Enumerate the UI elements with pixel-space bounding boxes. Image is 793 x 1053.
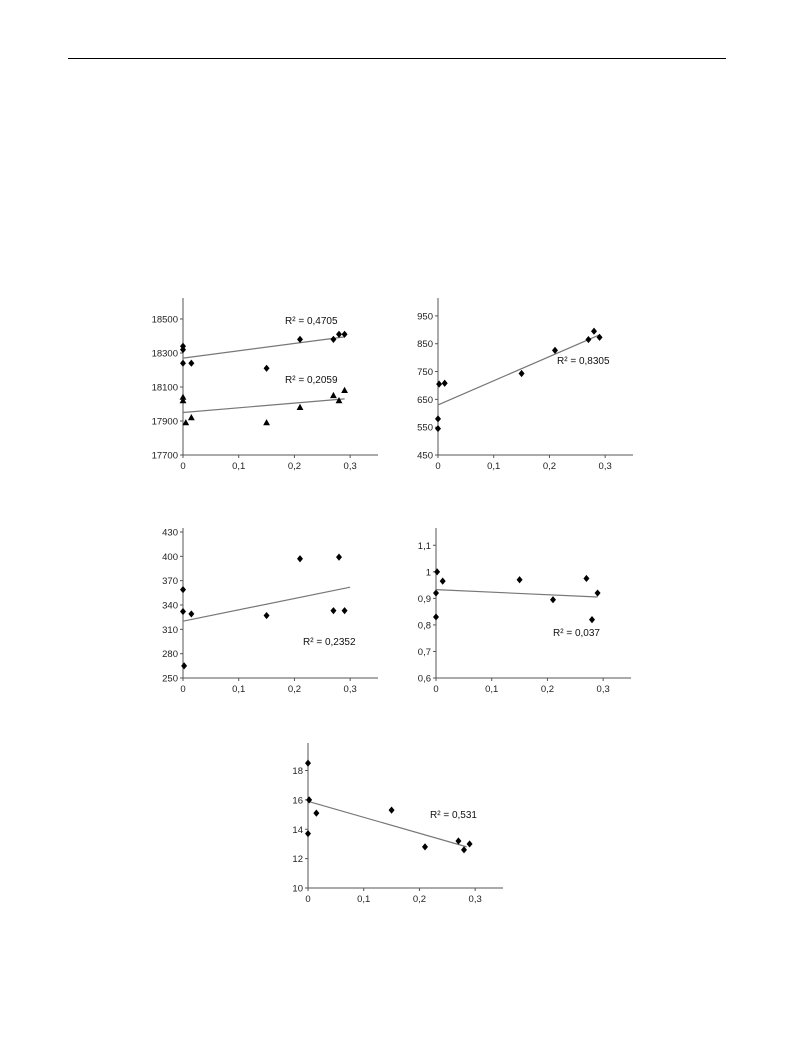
trendline (183, 399, 345, 413)
data-point-diamond (264, 365, 270, 372)
data-point-diamond (434, 568, 440, 575)
x-tick-label: 0,1 (232, 461, 246, 472)
r-squared-label: R² = 0,2059 (285, 375, 338, 386)
x-tick-label: 0,2 (287, 684, 302, 695)
y-tick-label: 0,7 (417, 646, 431, 658)
data-point-diamond (180, 360, 186, 367)
data-point-diamond (305, 760, 311, 767)
data-point-diamond (336, 554, 342, 561)
chart-5 (255, 735, 515, 925)
data-point-diamond (433, 613, 439, 620)
data-point-triangle (341, 387, 348, 393)
data-point-diamond (440, 578, 446, 585)
y-tick-label: 550 (417, 422, 433, 434)
data-point-diamond (389, 807, 395, 814)
x-tick-label: 0,1 (485, 684, 499, 695)
data-point-diamond (550, 596, 556, 603)
r-squared-label: R² = 0,2352 (303, 637, 356, 648)
data-point-diamond (181, 662, 187, 669)
data-point-triangle (180, 397, 187, 403)
x-tick-label: 0 (180, 684, 186, 695)
data-point-diamond (264, 612, 270, 619)
data-point-diamond (519, 370, 525, 377)
data-point-diamond (330, 607, 336, 614)
y-tick-label: 18300 (151, 348, 178, 360)
y-tick-label: 16 (292, 795, 303, 807)
trendline (183, 337, 345, 358)
y-tick-label: 18 (292, 766, 303, 777)
y-tick-label: 650 (417, 394, 433, 406)
r-squared-label: R² = 0,037 (553, 628, 600, 639)
data-point-diamond (589, 616, 595, 623)
r-squared-label: R² = 0,531 (430, 810, 477, 821)
chart-3 (130, 520, 390, 710)
data-point-diamond (435, 425, 441, 432)
y-tick-label: 1 (425, 567, 431, 579)
y-tick-label: 18100 (151, 382, 178, 394)
data-point-diamond (188, 610, 194, 617)
data-point-diamond (422, 843, 428, 850)
chart-2 (385, 290, 645, 480)
x-tick-label: 0,2 (412, 894, 427, 905)
r-squared-label: R² = 0,4705 (285, 316, 338, 327)
y-tick-label: 250 (162, 673, 178, 685)
data-point-diamond (435, 415, 441, 422)
y-tick-label: 340 (162, 600, 178, 612)
chart-1 (130, 290, 390, 480)
data-point-diamond (591, 328, 597, 335)
data-point-diamond (313, 809, 319, 816)
x-tick-label: 0 (435, 461, 441, 472)
y-tick-label: 310 (162, 624, 178, 636)
y-tick-label: 850 (417, 339, 433, 351)
y-tick-label: 17700 (151, 450, 178, 462)
data-point-diamond (467, 840, 473, 847)
trendline (436, 590, 598, 597)
data-point-triangle (263, 419, 270, 425)
x-tick-label: 0,3 (598, 461, 612, 472)
trendline (308, 801, 467, 847)
y-tick-label: 0,6 (417, 673, 431, 685)
x-tick-label: 0,1 (357, 894, 371, 905)
y-tick-label: 0,9 (417, 593, 431, 605)
data-point-diamond (585, 336, 591, 343)
data-point-triangle (297, 404, 304, 410)
x-tick-label: 0 (433, 684, 439, 695)
data-point-diamond (305, 830, 311, 837)
data-point-diamond (297, 555, 303, 562)
x-tick-label: 0,1 (487, 461, 501, 472)
y-tick-label: 950 (417, 311, 433, 323)
data-point-diamond (583, 575, 589, 582)
data-point-diamond (342, 607, 348, 614)
y-tick-label: 10 (292, 883, 303, 895)
header-rule (68, 58, 726, 59)
data-point-diamond (436, 380, 442, 387)
y-tick-label: 17900 (151, 416, 178, 428)
chart-4 (385, 520, 645, 710)
y-tick-label: 280 (162, 649, 178, 661)
x-tick-label: 0,2 (287, 461, 302, 472)
x-tick-label: 0 (305, 894, 311, 905)
data-point-diamond (597, 334, 603, 341)
x-tick-label: 0,3 (343, 684, 357, 695)
x-tick-label: 0,2 (540, 684, 555, 695)
y-tick-label: 12 (292, 854, 303, 866)
y-tick-label: 18500 (151, 314, 178, 326)
y-tick-label: 1,1 (417, 540, 431, 552)
x-tick-label: 0,3 (596, 684, 610, 695)
y-tick-label: 370 (162, 576, 178, 588)
data-point-triangle (188, 414, 195, 420)
x-tick-label: 0,1 (232, 684, 246, 695)
y-tick-label: 750 (417, 367, 433, 379)
data-point-diamond (517, 576, 523, 583)
data-point-diamond (330, 336, 336, 343)
y-tick-label: 450 (417, 450, 433, 462)
trendline (438, 335, 600, 405)
y-tick-label: 14 (292, 824, 303, 836)
y-tick-label: 400 (162, 551, 178, 563)
r-squared-label: R² = 0,8305 (557, 356, 610, 367)
data-point-diamond (188, 360, 194, 367)
data-point-triangle (330, 392, 337, 398)
data-point-diamond (442, 380, 448, 387)
x-tick-label: 0,2 (542, 461, 557, 472)
data-point-diamond (433, 589, 439, 596)
data-point-diamond (180, 608, 186, 615)
x-tick-label: 0,3 (343, 461, 357, 472)
x-tick-label: 0 (180, 461, 186, 472)
data-point-diamond (595, 589, 601, 596)
x-tick-label: 0,3 (468, 894, 482, 905)
data-point-diamond (180, 586, 186, 593)
y-tick-label: 0,8 (417, 620, 431, 632)
y-tick-label: 430 (162, 527, 178, 539)
